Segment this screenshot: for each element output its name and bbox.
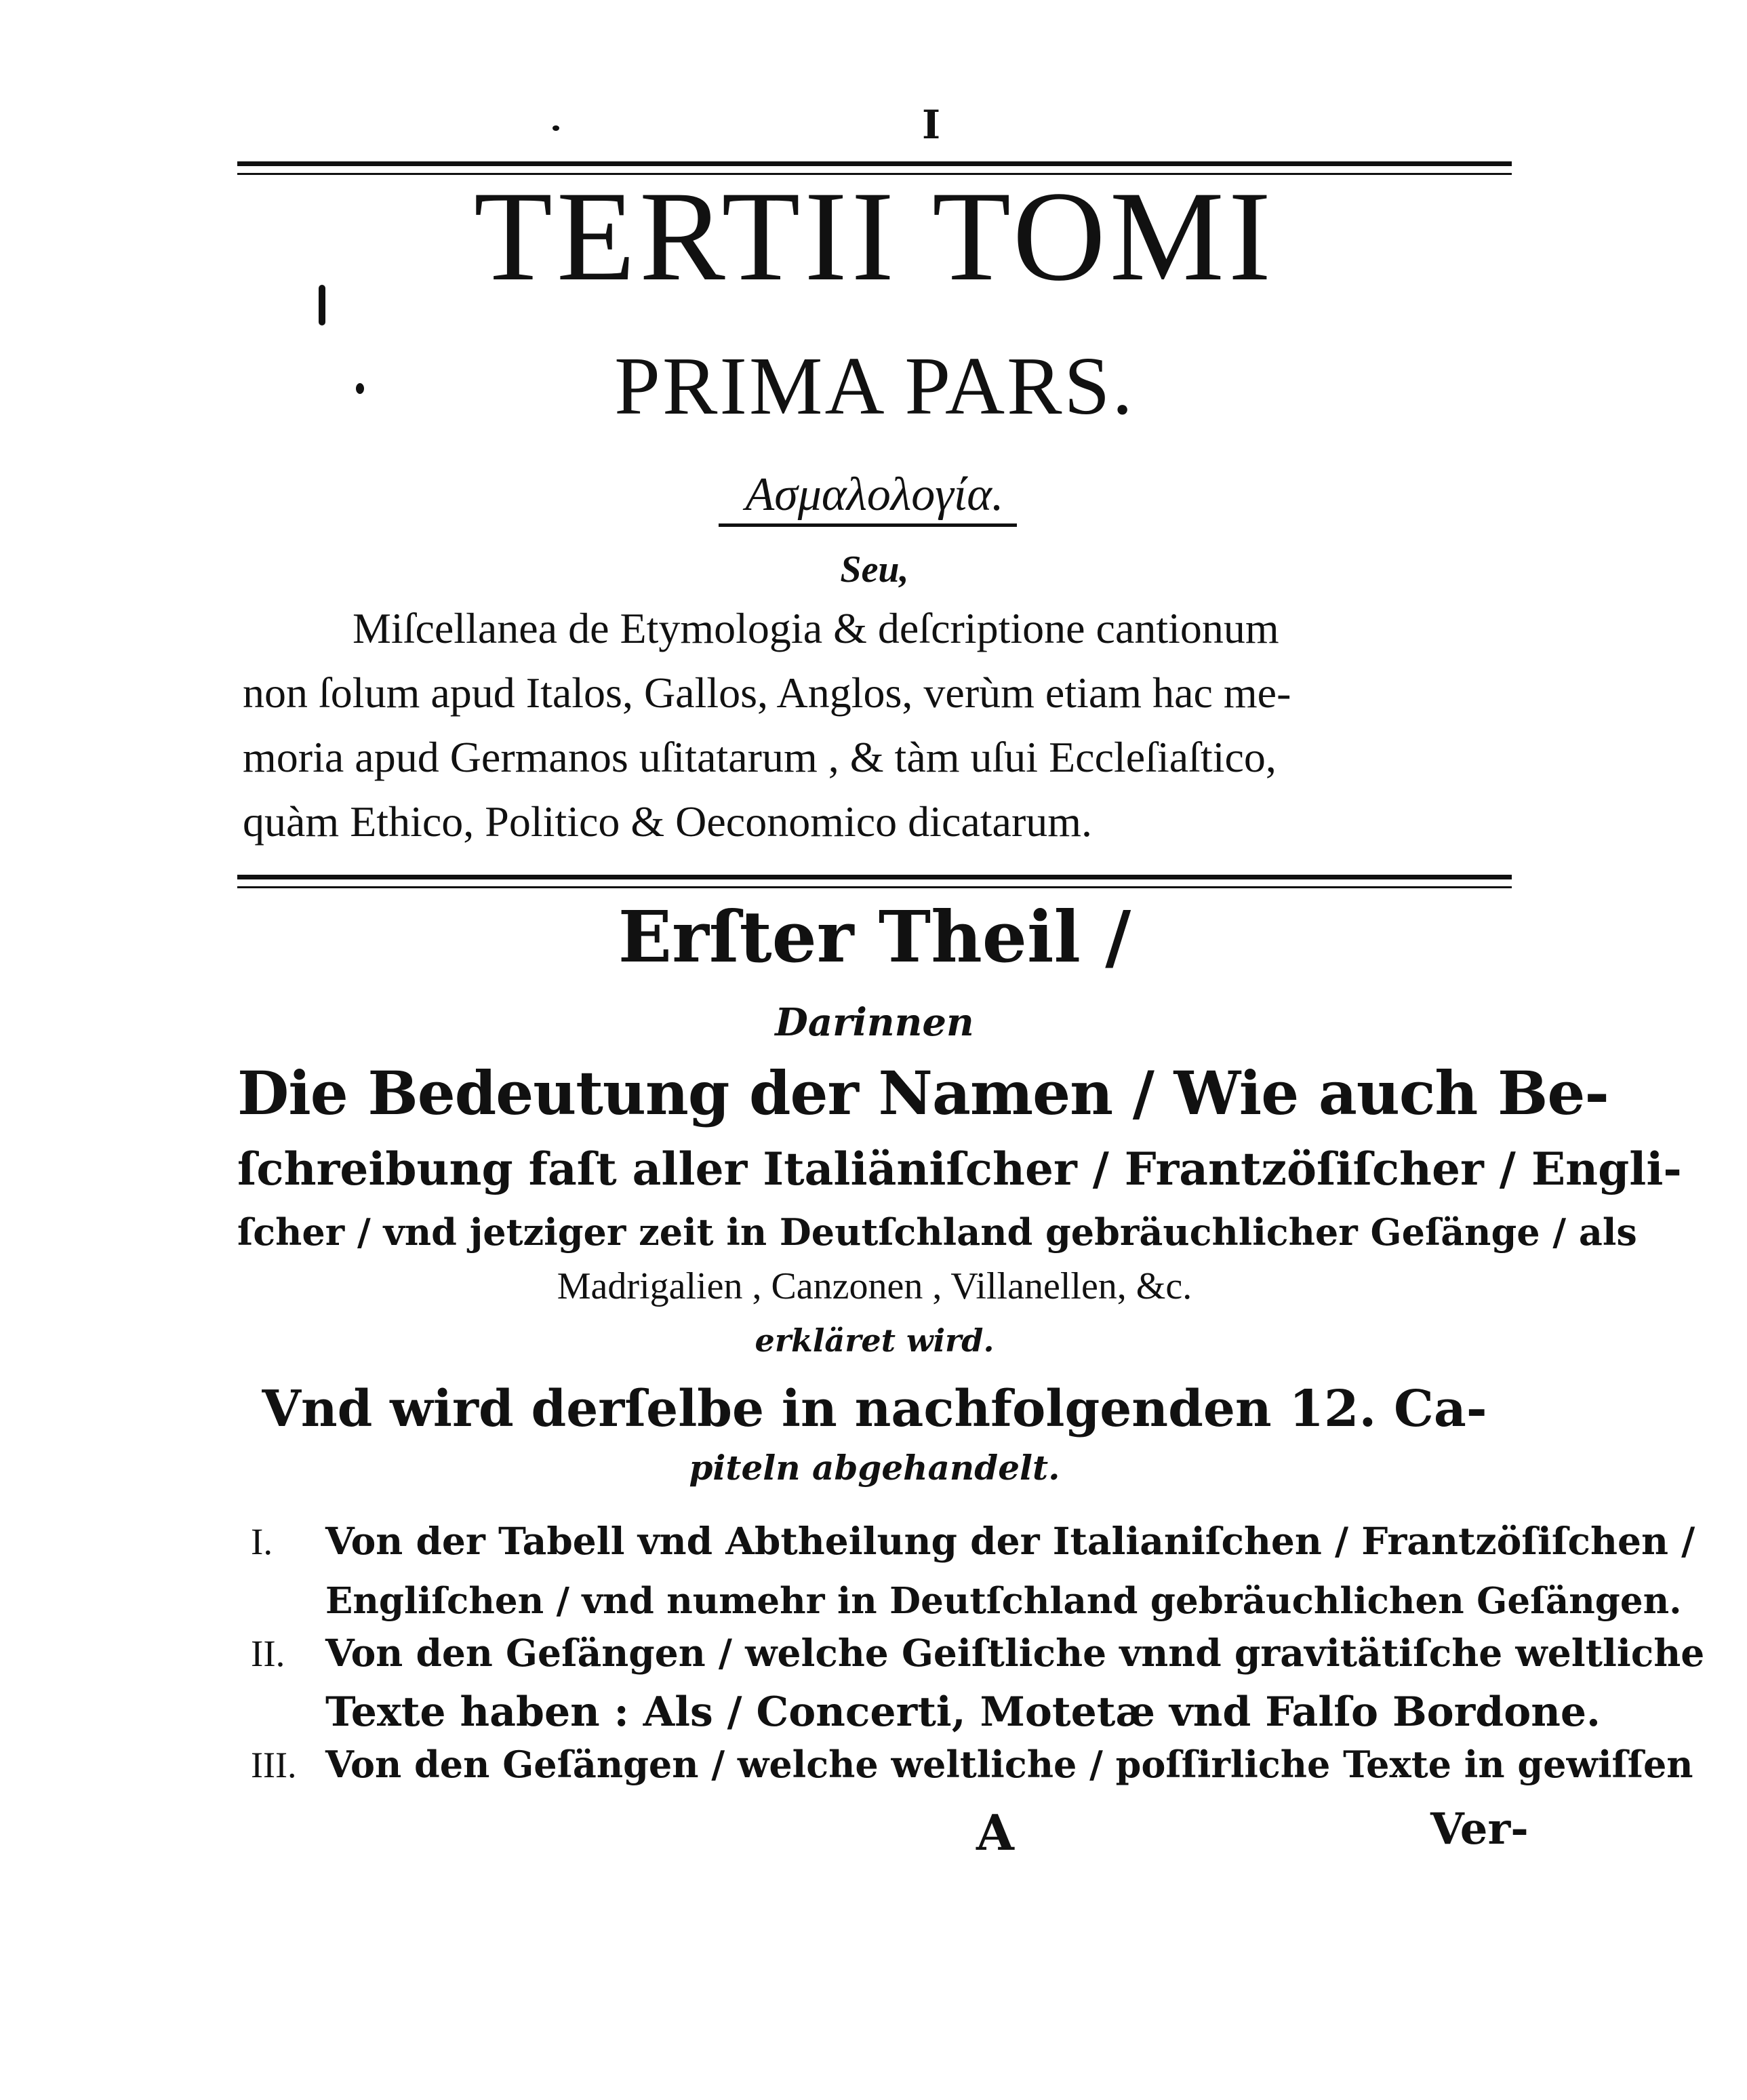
chapter-2-line-2: Texte haben : Als / Concerti, Motetæ vnd Falſo Bordone. [325, 1688, 1601, 1736]
chapter-3-number: III. [251, 1745, 297, 1785]
catchword: Ver- [1430, 1804, 1529, 1855]
german-line-5: erkläret wird. [755, 1322, 995, 1359]
ink-mark [319, 285, 325, 325]
page-number: I [922, 102, 941, 148]
german-line-3: ſcher / vnd jetziger zeit in Deutſchland gebräuchlicher Geſänge / als [237, 1210, 1637, 1254]
chapter-1-line-2: Engliſchen / vnd numehr in Deutſchland gebräuchlichen Geſängen. [325, 1580, 1682, 1622]
german-line-2: ſchreibung faſt aller Italiäniſcher / Frantzöſiſcher / Engli- [237, 1143, 1682, 1195]
chapter-3-line-1 [251, 1743, 1693, 1786]
chapter-1-text-1: Von der Tabell vnd Abtheilung der Italianiſchen / Frantzöſiſchen / [325, 1519, 1695, 1563]
chapter-1-line-1 [251, 1519, 1695, 1563]
ink-mark [553, 125, 559, 131]
latin-line-3: moria apud Germanos uſitatarum , & tàm uſui Eccleſiaſtico, [243, 733, 1277, 781]
signature-mark: A [976, 1804, 1014, 1861]
latin-line-4: quàm Ethico, Politico & Oeconomico dicatarum. [243, 797, 1093, 846]
seu-conjunction: Seu, [840, 549, 909, 591]
title-line-1: TERTII TOMI [473, 165, 1276, 308]
chapter-2-number: II. [251, 1633, 285, 1674]
latin-line-2: non ſolum apud Italos, Gallos, Anglos, verùm etiam hac me- [243, 669, 1291, 717]
title-line-2: PRIMA PARS. [614, 340, 1135, 432]
german-subheading: Darinnen [775, 1000, 974, 1045]
german-line-1: Die Bedeutung der Namen / Wie auch Be- [237, 1058, 1609, 1128]
german-line-6: Vnd wird derſelbe in nachfolgenden 12. Ca- [262, 1380, 1487, 1438]
middle-double-rule [237, 875, 1512, 888]
chapter-3-text-1: Von den Geſängen / welche weltliche / poſſirliche Texte in gewiſſen [325, 1743, 1693, 1786]
latin-line-1: Miſcellanea de Etymologia & deſcriptione cantionum [353, 604, 1279, 652]
chapter-1-number: I. [251, 1521, 273, 1562]
chapter-2-text-1: Von den Geſängen / welche Geiſtliche vnnd gravitätiſche weltliche [325, 1631, 1705, 1675]
german-heading: Erſter Theil / [618, 895, 1131, 978]
greek-title-underline [719, 523, 1017, 527]
ink-mark [356, 383, 364, 394]
german-line-4: Madrigalien , Canzonen , Villanellen, &c. [557, 1265, 1192, 1307]
greek-title: Ασμαλολογία. [745, 469, 1004, 521]
german-line-7: piteln abgehandelt. [689, 1448, 1060, 1488]
chapter-2-line-1 [251, 1631, 1705, 1675]
